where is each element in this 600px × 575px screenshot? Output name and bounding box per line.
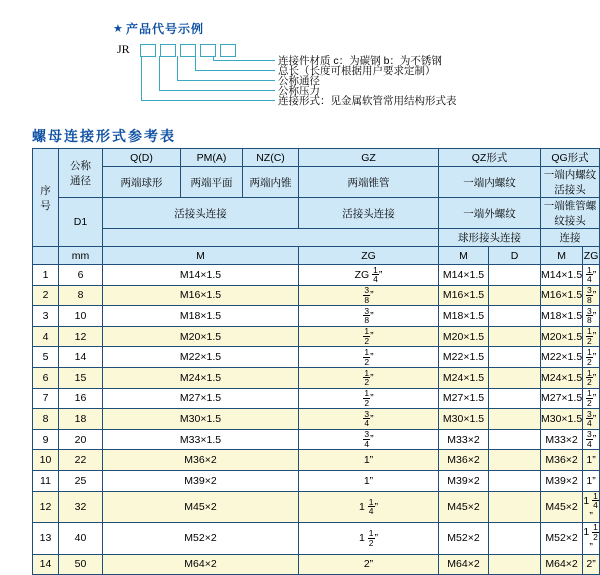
cell-qg-m: M36×2 [541,450,583,471]
cell-m-thread: M52×2 [103,523,299,555]
cell-qz-m: M24×1.5 [439,367,489,388]
cell-m-thread: M45×2 [103,491,299,523]
cell-qg-zg: $\frac{3}{8}$ ” [583,285,600,306]
table-row [33,554,600,575]
cell-m-thread: M30×1.5 [103,409,299,430]
table-row [33,347,600,368]
cell-qz-m: M20×1.5 [439,326,489,347]
cell-m-thread: M36×2 [103,450,299,471]
th-group-pma: PM(A) [181,149,243,167]
cell-qg-m: M20×1.5 [541,326,583,347]
legend-callout-pn: 公称压力 [278,85,320,97]
th-d1: D1 [59,198,103,247]
cell-qz-m: M18×1.5 [439,306,489,327]
cell-qz-d [489,409,541,430]
cell-gz-zg: 1 $\frac{1}{4}$ ” [299,491,439,523]
cell-gz-zg: $\frac{3}{4}$ ” [299,409,439,430]
cell-serial: 12 [33,491,59,523]
cell-serial: 3 [33,306,59,327]
cell-gz-zg: 1” [299,450,439,471]
cell-serial: 2 [33,285,59,306]
cell-dn: 6 [59,265,103,286]
cell-qg-zg: $\frac{1}{2}$ ” [583,347,600,368]
cell-qz-d [489,491,541,523]
cell-qg-m: M39×2 [541,470,583,491]
cell-m-thread: M27×1.5 [103,388,299,409]
legend-callout-dn: 公称通径 [278,75,320,87]
cell-qz-m: M64×2 [439,554,489,575]
th-unit-m: M [103,247,299,265]
cell-qg-zg: 1” [583,470,600,491]
table-unit-row [33,247,600,265]
th-group-qg: QG形式 [541,149,600,167]
th-unit-qg-m: M [541,247,583,265]
cell-qg-m: M45×2 [541,491,583,523]
th-gz-union-connect: 活接头连接 [299,198,439,229]
cell-qz-m: M14×1.5 [439,265,489,286]
cell-serial: 1 [33,265,59,286]
cell-gz-zg: $\frac{1}{2}$ ” [299,388,439,409]
th-serial-l1: 序 [40,184,51,197]
cell-serial: 4 [33,326,59,347]
cell-dn: 20 [59,429,103,450]
cell-qg-zg: $\frac{3}{8}$ ” [583,306,600,327]
table-row [33,450,600,471]
cell-serial: 10 [33,450,59,471]
cell-gz-zg: $\frac{1}{2}$ ” [299,347,439,368]
table-row [33,306,600,327]
cell-m-thread: M33×1.5 [103,429,299,450]
legend-title: 产品代号示例 [126,22,205,36]
th-pma-form: 两端平面 [181,167,243,198]
cell-qg-zg: $\frac{3}{4}$ ” [583,429,600,450]
th-qz-form: 一端内螺纹 [439,167,541,198]
code-box [160,44,176,57]
cell-qz-d [489,367,541,388]
cell-gz-zg: 1” [299,470,439,491]
th-unit-qz-d: D [489,247,541,265]
cell-gz-zg: $\frac{3}{8}$ ” [299,306,439,327]
cell-serial: 8 [33,409,59,430]
cell-serial: 5 [33,347,59,368]
cell-qz-d [489,470,541,491]
cell-dn: 22 [59,450,103,471]
table-header-row [33,198,600,229]
cell-gz-zg: $\frac{1}{2}$ ” [299,326,439,347]
cell-dn: 50 [59,554,103,575]
th-group-nzc: NZ(C) [243,149,299,167]
cell-qz-m: M36×2 [439,450,489,471]
cell-m-thread: M18×1.5 [103,306,299,327]
product-code-legend [0,0,600,120]
table-header-row [33,229,600,247]
th-dn-l2: 通径 [70,175,91,187]
cell-gz-zg: $\frac{3}{8}$ ” [299,285,439,306]
cell-qg-m: M22×1.5 [541,347,583,368]
cell-qg-zg: 2” [583,554,600,575]
cell-qg-m: M24×1.5 [541,367,583,388]
th-serial-l2: 号 [40,199,51,212]
nut-connection-table-wrap [32,148,600,575]
cell-qg-zg: $\frac{1}{2}$ ” [583,388,600,409]
table-row [33,470,600,491]
leader-line [159,56,160,90]
th-qg-taper-joint: 一端锥管螺纹接头 [541,198,600,229]
cell-dn: 10 [59,306,103,327]
cell-serial: 7 [33,388,59,409]
cell-qz-d [489,285,541,306]
cell-qg-zg: 1 $\frac{1}{4}$ ” [583,490,598,523]
table-body [33,265,600,575]
table-row [33,388,600,409]
cell-qg-m: M18×1.5 [541,306,583,327]
cell-serial: 11 [33,470,59,491]
cell-gz-zg: 2” [299,554,439,575]
cell-qz-d [489,429,541,450]
leader-line [195,70,275,71]
cell-qz-m: M52×2 [439,523,489,555]
table-row [33,367,600,388]
cell-qz-m: M30×1.5 [439,409,489,430]
cell-qg-m: M14×1.5 [541,265,583,286]
legend-callout-connection: 连接形式：见金属软管常用结构形式表 [278,95,457,107]
th-dn-l1: 公称 [70,160,91,172]
cell-dn: 12 [59,326,103,347]
table-row [33,523,600,555]
th-nzc-form: 两端内锥 [243,167,299,198]
cell-qg-zg: $\frac{3}{4}$ ” [583,409,600,430]
th-qd-form: 两端球形 [103,167,181,198]
cell-gz-zg: $\frac{1}{2}$ ” [299,367,439,388]
cell-qz-d [489,347,541,368]
cell-dn: 32 [59,491,103,523]
cell-gz-zg: $\frac{3}{4}$ ” [299,429,439,450]
leader-line [141,100,275,101]
th-qg-form: 一端内螺纹活接头 [541,167,600,198]
cell-qz-d [489,388,541,409]
cell-qg-m: M33×2 [541,429,583,450]
cell-m-thread: M64×2 [103,554,299,575]
th-serial [33,149,59,247]
star-icon: ★ [113,23,123,35]
th-unit-qz-m: M [439,247,489,265]
cell-qz-m: M27×1.5 [439,388,489,409]
th-union-connect: 活接头连接 [103,198,299,229]
cell-qz-d [489,326,541,347]
cell-m-thread: M14×1.5 [103,265,299,286]
cell-m-thread: M22×1.5 [103,347,299,368]
code-box [220,44,236,57]
th-qg-connect: 连接 [541,229,600,247]
cell-qz-d [489,450,541,471]
legend-callout-material: 连接件材质 c：为碳钢 b：为不锈钢 [278,55,442,67]
code-boxes [140,44,236,57]
cell-qg-m: M27×1.5 [541,388,583,409]
code-box [140,44,156,57]
page-title: 螺母连接形式参考表 [32,130,176,145]
th-qz-ball-connect: 球形接头连接 [439,229,541,247]
th-dn [59,149,103,198]
cell-qz-m: M39×2 [439,470,489,491]
table-row [33,409,600,430]
cell-qg-zg: $\frac{1}{2}$ ” [583,367,600,388]
cell-qg-zg: 1” [583,450,600,471]
cell-m-thread: M39×2 [103,470,299,491]
cell-qg-m: M30×1.5 [541,409,583,430]
leader-line [141,56,142,100]
legend-callout-length: 总长（长度可根据用户要求定制） [278,65,436,77]
cell-dn: 16 [59,388,103,409]
cell-qz-d [489,265,541,286]
th-group-gz: GZ [299,149,439,167]
cell-qz-d [489,523,541,555]
cell-dn: 40 [59,523,103,555]
th-gz-form: 两端锥管 [299,167,439,198]
cell-dn: 8 [59,285,103,306]
leader-line [213,60,275,61]
leader-line [195,56,196,70]
cell-qz-m: M33×2 [439,429,489,450]
nut-connection-table [32,148,600,575]
cell-m-thread: M24×1.5 [103,367,299,388]
cell-qz-m: M45×2 [439,491,489,523]
th-unit-zg: ZG [299,247,439,265]
cell-qz-d [489,554,541,575]
cell-qz-m: M16×1.5 [439,285,489,306]
cell-gz-zg: 1 $\frac{1}{2}$ ” [299,523,439,555]
th-group-qz: QZ形式 [439,149,541,167]
cell-qg-zg: $\frac{1}{4}$ ” [583,265,600,286]
leader-line [177,80,275,81]
cell-m-thread: M20×1.5 [103,326,299,347]
th-blank-1 [103,229,439,247]
th-unit-qg-zg: ZG [583,247,600,265]
cell-qg-zg: $\frac{1}{2}$ ” [583,326,600,347]
cell-dn: 18 [59,409,103,430]
cell-qz-m: M22×1.5 [439,347,489,368]
cell-dn: 15 [59,367,103,388]
th-qz-ext-thread: 一端外螺纹 [439,198,541,229]
code-prefix: JR [117,42,130,56]
cell-qg-zg: 1 $\frac{1}{2}$ ” [583,522,598,554]
th-unit-serial [33,247,59,265]
cell-serial: 6 [33,367,59,388]
cell-gz-zg: ZG $\frac{1}{4}$ ” [299,265,439,286]
cell-qg-m: M64×2 [541,554,583,575]
cell-serial: 13 [33,523,59,555]
leader-line [177,56,178,80]
cell-qg-m: M52×2 [541,523,583,555]
table-row [33,285,600,306]
th-group-qd: Q(D) [103,149,181,167]
table-header-row [33,149,600,167]
cell-qz-d [489,306,541,327]
cell-dn: 25 [59,470,103,491]
table-head [33,149,600,265]
table-row [33,491,600,523]
table-header-row [33,167,600,198]
cell-serial: 14 [33,554,59,575]
cell-m-thread: M16×1.5 [103,285,299,306]
leader-line [159,90,275,91]
cell-serial: 9 [33,429,59,450]
th-unit-mm: mm [59,247,103,265]
table-row [33,265,600,286]
table-row [33,429,600,450]
cell-qg-m: M16×1.5 [541,285,583,306]
cell-dn: 14 [59,347,103,368]
code-box [180,44,196,57]
table-row [33,326,600,347]
